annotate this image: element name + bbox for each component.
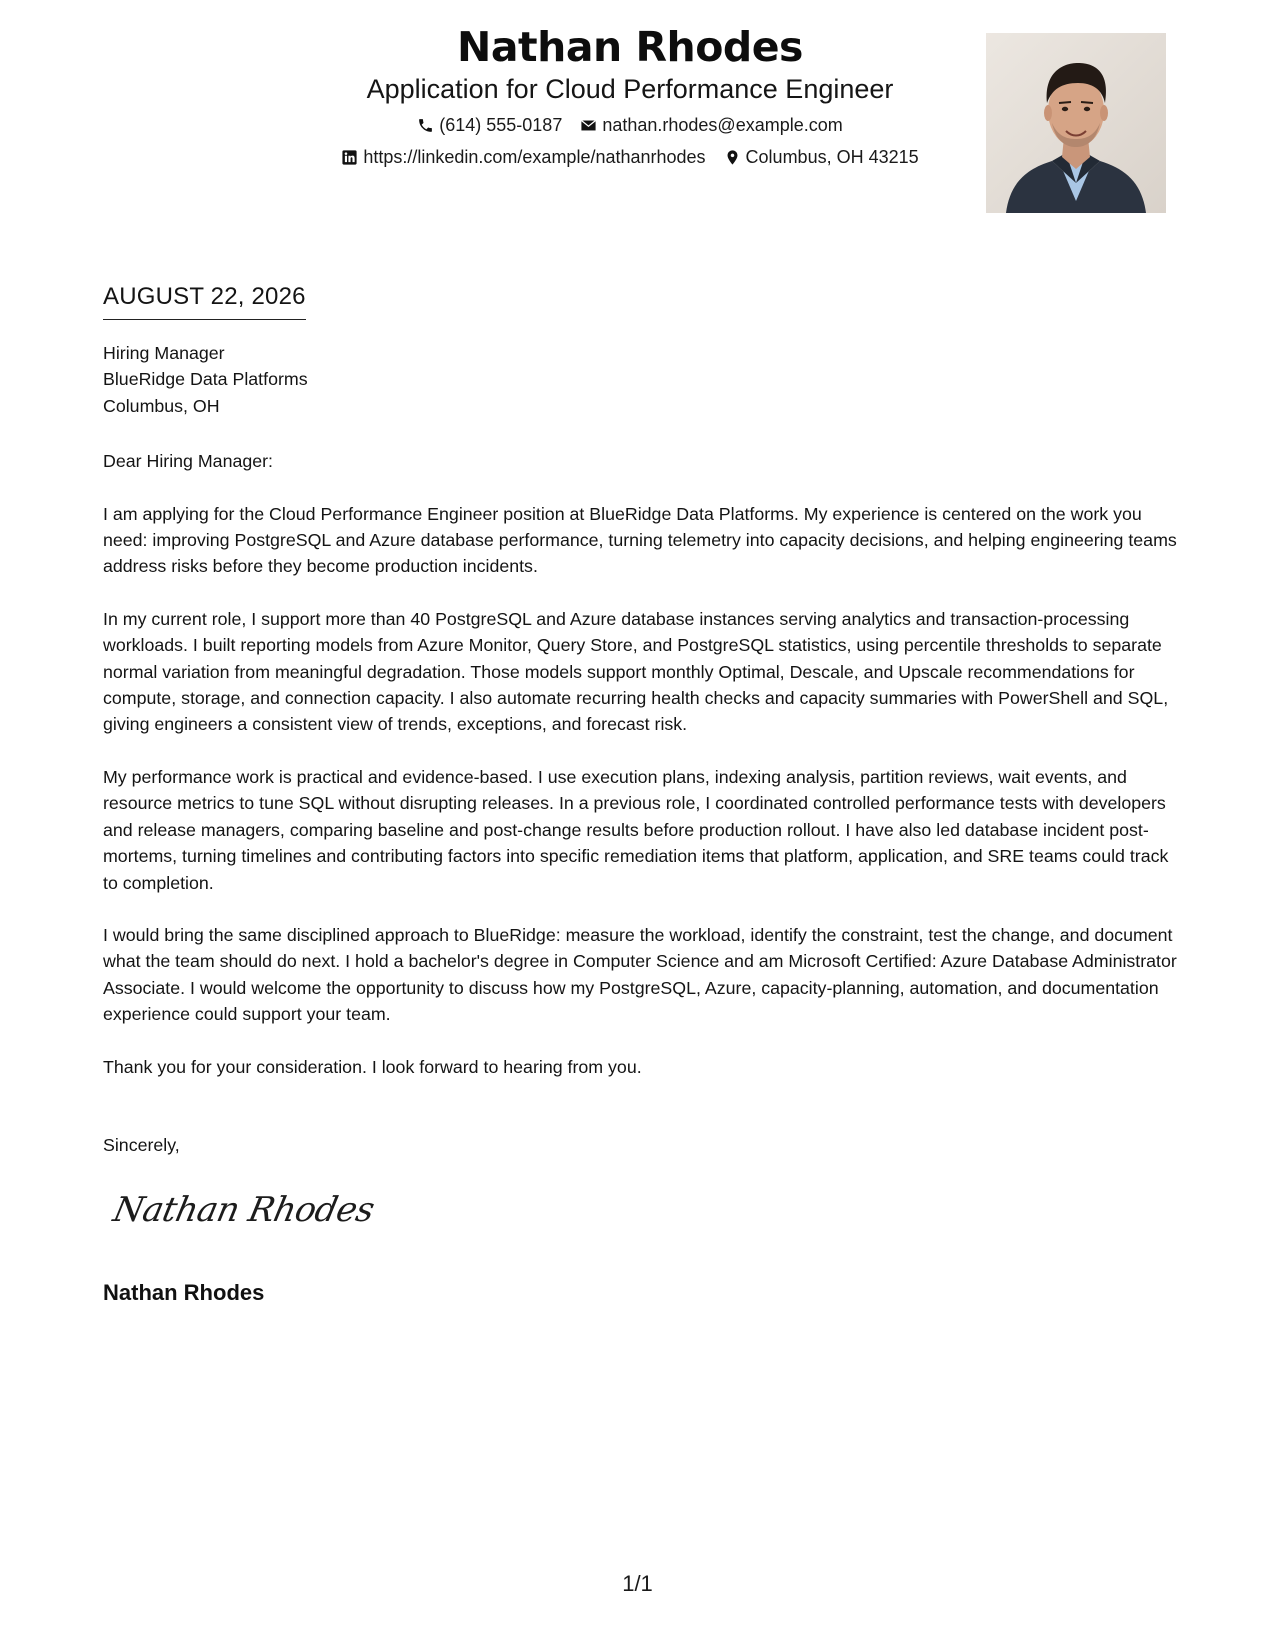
linkedin-icon [341,149,358,166]
sign-off: Sincerely, [103,1134,180,1155]
envelope-icon [580,117,597,134]
letter-body [103,340,1183,1158]
phone-number: (614) 555-0187 [439,115,563,135]
map-pin-icon [724,149,741,166]
salutation: Dear Hiring Manager: [103,451,273,472]
contact-email [580,114,842,136]
contact-linkedin [341,146,705,168]
page-number: 1/1 [622,1571,653,1596]
body-paragraph: My performance work is practical and evidence-based. I use execution plans, indexing analysis, partition reviews, wait events, and resource metrics to tune SQL without disrupting releases. In a previous role, I coordinated controlled performance tests with developers and release managers, comparing baseline and post-change results before production rollout. I have also led database incident post-mortems, turning timelines and contributing factors into specific remediation items that platform, application, and SRE teams could track to completion. [103,766,1169,893]
body-paragraph: I am applying for the Cloud Performance Engineer position at BlueRidge Data Platforms. My experience is centered on the work you need: improving PostgreSQL and Azure database performance, turning telemetry into capacity decisions, and helping engineering teams address risks before they become production incidents. [103,503,1177,577]
handwritten-signature: Nathan Rhodes [109,1190,378,1230]
closing-line: Thank you for your consideration. I look forward to hearing from you. [103,1056,642,1077]
contact-phone [417,114,562,136]
recipient-company: BlueRidge Data Platforms [103,369,308,390]
application-subtitle: Application for Cloud Performance Engineer [366,74,894,104]
recipient-location: Columbus, OH [103,395,220,416]
applicant-name: Nathan Rhodes [457,23,803,71]
signed-name: Nathan Rhodes [103,1280,265,1305]
recipient-block [103,340,1183,419]
location-text: Columbus, OH 43215 [745,147,919,167]
headshot-photo [986,33,1166,213]
email-address[interactable]: nathan.rhodes@example.com [602,115,843,135]
phone-icon [417,117,434,134]
recipient-title: Hiring Manager [103,343,225,363]
body-paragraph: I would bring the same disciplined approach to BlueRidge: measure the workload, identify the constraint, test the change, and document what the team should do next. I hold a bachelor's degree in Computer Science and am Microsoft Certified: Azure Database Administrator Associate. I would welcome the opportunity to discuss how my PostgreSQL, Azure, capacity-planning, automation, and documentation experience could support your team. [103,924,1177,1025]
linkedin-url[interactable]: https://linkedin.com/example/nathanrhodes [363,147,706,167]
body-paragraph: In my current role, I support more than 40 PostgreSQL and Azure database instances serving analytics and transaction-processing workloads. I built reporting models from Azure Monitor, Query Store, and PostgreSQL statistics, using percentile thresholds to separate normal variation from meaningful degradation. Those models support monthly Optimal, Descale, and Upscale recommendations for compute, storage, and connection capacity. I also automate recurring health checks and capacity summaries with PowerShell and SQL, giving engineers a consistent view of trends, exceptions, and forecast risk. [103,608,1169,735]
letter-date: AUGUST 22, 2026 [103,281,306,320]
contact-location [724,146,919,168]
